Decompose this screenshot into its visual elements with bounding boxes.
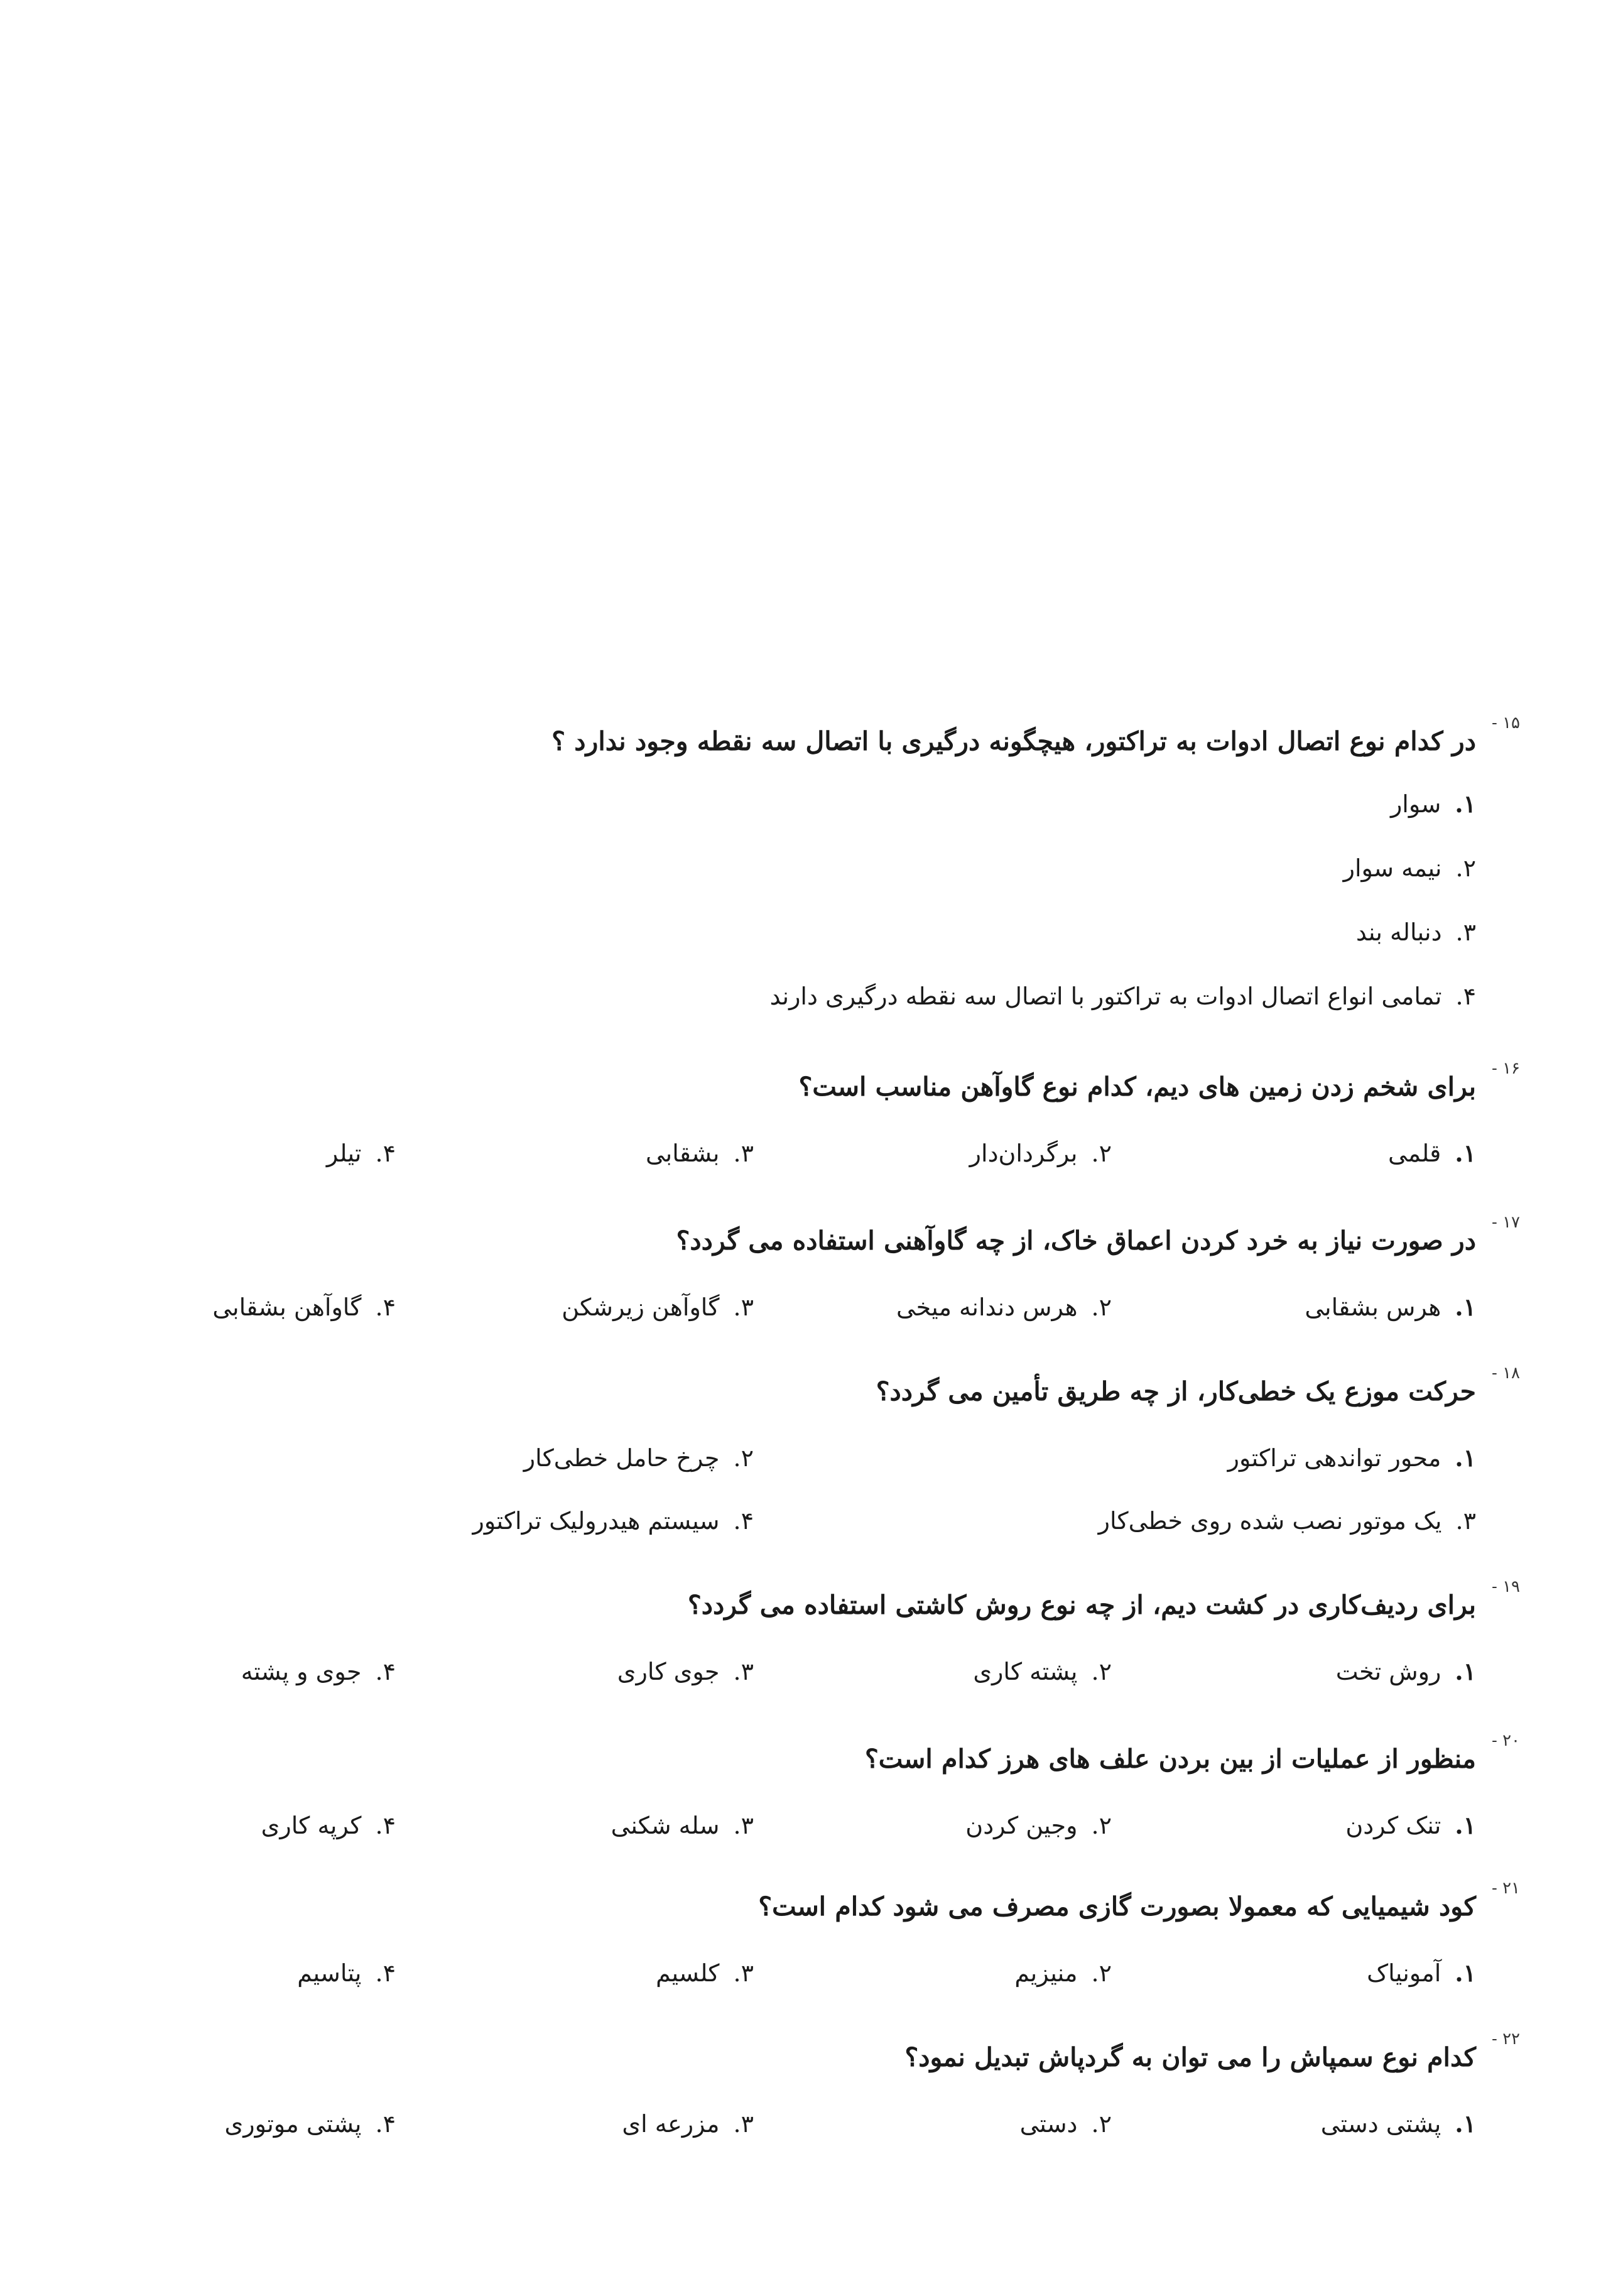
question-number: ۱۷ - [1492, 1213, 1520, 1232]
question-20 [188, 1731, 1520, 1846]
option-number: ۴. [375, 1658, 396, 1685]
option-number: ۴. [1455, 982, 1476, 1010]
option-text: هرس بشقابی [1305, 1293, 1441, 1321]
option-2[interactable] [1014, 1956, 1112, 1991]
option-text: وجین کردن [965, 1812, 1078, 1839]
option-number: ۱. [1455, 790, 1476, 818]
option-1[interactable] [1367, 1956, 1476, 1991]
option-number: ۱. [1455, 2109, 1476, 2138]
option-number: ۳. [733, 1140, 754, 1167]
option-text: پشتی دستی [1320, 2110, 1441, 2138]
option-1[interactable] [1321, 2106, 1476, 2141]
option-text: جوی کاری [617, 1658, 720, 1685]
option-text: سوار [1390, 790, 1441, 818]
option-2[interactable] [965, 1808, 1112, 1843]
option-text: محور تواندهی تراکتور [1227, 1444, 1441, 1472]
option-text: منیزیم [1014, 1959, 1078, 1987]
question-22 [188, 2030, 1520, 2144]
option-2[interactable] [970, 1136, 1112, 1171]
options-row [188, 1136, 1476, 1173]
option-number: ۴. [375, 1293, 396, 1321]
option-number: ۲. [733, 1444, 754, 1472]
option-number: ۲. [1091, 2110, 1112, 2138]
option-1[interactable] [1345, 1808, 1476, 1843]
question-text: حرکت موزع یک خطی‌کار، از چه طریق تأمین می گردد؟ [876, 1376, 1476, 1406]
option-text: دستی [1019, 2110, 1078, 2138]
question-text: برای ردیف‌کاری در کشت دیم، از چه نوع روش کاشتی استفاده می گردد؟ [688, 1590, 1476, 1620]
option-number: ۱. [1455, 1811, 1476, 1839]
option-text: سله شکنی [611, 1812, 720, 1839]
option-3[interactable] [611, 1808, 754, 1843]
option-number: ۲. [1455, 854, 1476, 882]
option-1[interactable] [188, 786, 1476, 822]
option-number: ۳. [733, 1293, 754, 1321]
options-row [188, 1290, 1476, 1327]
option-text: برگردان‌دار [969, 1140, 1078, 1167]
question-number: ۱۹ - [1492, 1577, 1520, 1596]
options-row [188, 1956, 1476, 1993]
option-text: تمامی انواع اتصال ادوات به تراکتور با اتصال سه نقطه درگیری دارند [769, 982, 1442, 1010]
options-grid [188, 1440, 1476, 1553]
option-4[interactable] [327, 1136, 396, 1171]
option-text: سیستم هیدرولیک تراکتور [472, 1507, 720, 1535]
option-4[interactable] [473, 1503, 754, 1538]
option-3[interactable] [617, 1654, 754, 1689]
option-2[interactable] [188, 851, 1476, 886]
option-number: ۲. [1091, 1140, 1112, 1167]
option-number: ۱. [1455, 1657, 1476, 1685]
question-text: کدام نوع سمپاش را می توان به گردپاش تبدیل نمود؟ [904, 2042, 1476, 2072]
option-1[interactable] [1305, 1290, 1476, 1325]
option-text: مزرعه ای [622, 2110, 720, 2138]
option-number: ۱. [1455, 1293, 1476, 1321]
question-18 [188, 1364, 1520, 1553]
question-21 [188, 1879, 1520, 1993]
option-text: تنک کردن [1345, 1812, 1441, 1839]
option-number: ۴. [375, 1140, 396, 1167]
option-number: ۱. [1455, 1139, 1476, 1167]
option-number: ۲. [1091, 1812, 1112, 1839]
option-text: پتاسیم [297, 1959, 362, 1987]
question-16 [188, 1059, 1520, 1173]
option-number: ۲. [1091, 1959, 1112, 1987]
option-text: بشقابی [645, 1140, 720, 1167]
question-15 [188, 714, 1520, 1043]
option-text: نیمه سوار [1343, 854, 1442, 882]
option-1[interactable] [1228, 1440, 1476, 1476]
question-number: ۱۸ - [1492, 1364, 1520, 1383]
option-text: پشتی موتوری [224, 2110, 362, 2138]
option-4[interactable] [188, 979, 1476, 1014]
option-number: ۳. [1455, 1507, 1476, 1535]
option-number: ۳. [1455, 918, 1476, 946]
option-1[interactable] [1388, 1136, 1476, 1171]
question-text: منظور از عملیات از بین بردن علف های هرز کدام است؟ [865, 1744, 1476, 1774]
option-3[interactable] [656, 1956, 754, 1991]
option-number: ۴. [733, 1507, 754, 1535]
question-number: ۲۱ - [1492, 1879, 1520, 1898]
option-4[interactable] [212, 1290, 396, 1325]
option-text: گاوآهن بشقابی [212, 1293, 362, 1321]
option-number: ۴. [375, 2110, 396, 2138]
option-number: ۴. [375, 1959, 396, 1987]
question-number: ۱۵ - [1492, 714, 1520, 732]
options-row [188, 1654, 1476, 1692]
option-4[interactable] [225, 2106, 396, 2141]
question-text: برای شخم زدن زمین های دیم، کدام نوع گاوآهن مناسب است؟ [798, 1072, 1476, 1102]
question-19 [188, 1577, 1520, 1692]
options-row [188, 1808, 1476, 1846]
options-row [188, 2106, 1476, 2144]
option-3[interactable] [562, 1290, 754, 1325]
question-text: کود شیمیایی که معمولا بصورت گازی مصرف می شود کدام است؟ [758, 1891, 1476, 1922]
option-3[interactable] [1099, 1503, 1476, 1538]
option-text: کلسیم [656, 1959, 720, 1987]
option-text: پشته کاری [973, 1658, 1078, 1685]
option-text: آمونیاک [1367, 1959, 1441, 1987]
question-number: ۲۲ - [1492, 2030, 1520, 2048]
options-list [188, 786, 1476, 1014]
option-number: ۱. [1455, 1444, 1476, 1472]
option-number: ۳. [733, 1658, 754, 1685]
question-number: ۲۰ - [1492, 1731, 1520, 1750]
option-text: جوی و پشته [241, 1658, 362, 1685]
option-text: تیلر [326, 1140, 362, 1167]
question-17 [188, 1213, 1520, 1327]
option-2[interactable] [524, 1440, 754, 1476]
option-text: چرخ حامل خطی‌کار [523, 1444, 720, 1472]
option-number: ۳. [733, 2110, 754, 2138]
option-text: هرس دندانه میخی [896, 1293, 1078, 1321]
option-number: ۳. [733, 1812, 754, 1839]
option-3[interactable] [646, 1136, 754, 1171]
option-number: ۲. [1091, 1293, 1112, 1321]
option-4[interactable] [261, 1808, 396, 1843]
option-1[interactable] [1336, 1654, 1476, 1689]
option-number: ۳. [733, 1959, 754, 1987]
option-text: روش تخت [1335, 1658, 1441, 1685]
option-number: ۲. [1091, 1658, 1112, 1685]
option-number: ۱. [1455, 1959, 1476, 1987]
question-text: در صورت نیاز به خرد کردن اعماق خاک، از چه گاوآهنی استفاده می گردد؟ [676, 1226, 1476, 1256]
option-2[interactable] [1020, 2106, 1112, 2141]
option-2[interactable] [896, 1290, 1112, 1325]
question-number: ۱۶ - [1492, 1059, 1520, 1078]
option-4[interactable] [297, 1956, 396, 1991]
option-text: کرپه کاری [261, 1812, 362, 1839]
option-number: ۴. [375, 1812, 396, 1839]
option-3[interactable] [622, 2106, 754, 2141]
option-text: دنباله بند [1355, 918, 1442, 946]
option-text: یک موتور نصب شده روی خطی‌کار [1098, 1507, 1442, 1535]
option-2[interactable] [973, 1654, 1112, 1689]
option-3[interactable] [188, 915, 1476, 950]
option-4[interactable] [241, 1654, 396, 1689]
question-text: در کدام نوع اتصال ادوات به تراکتور، هیچگونه درگیری با اتصال سه نقطه وجود ندارد ؟ [551, 726, 1476, 756]
option-text: قلمی [1387, 1140, 1441, 1167]
option-text: گاوآهن زیرشکن [562, 1293, 720, 1321]
